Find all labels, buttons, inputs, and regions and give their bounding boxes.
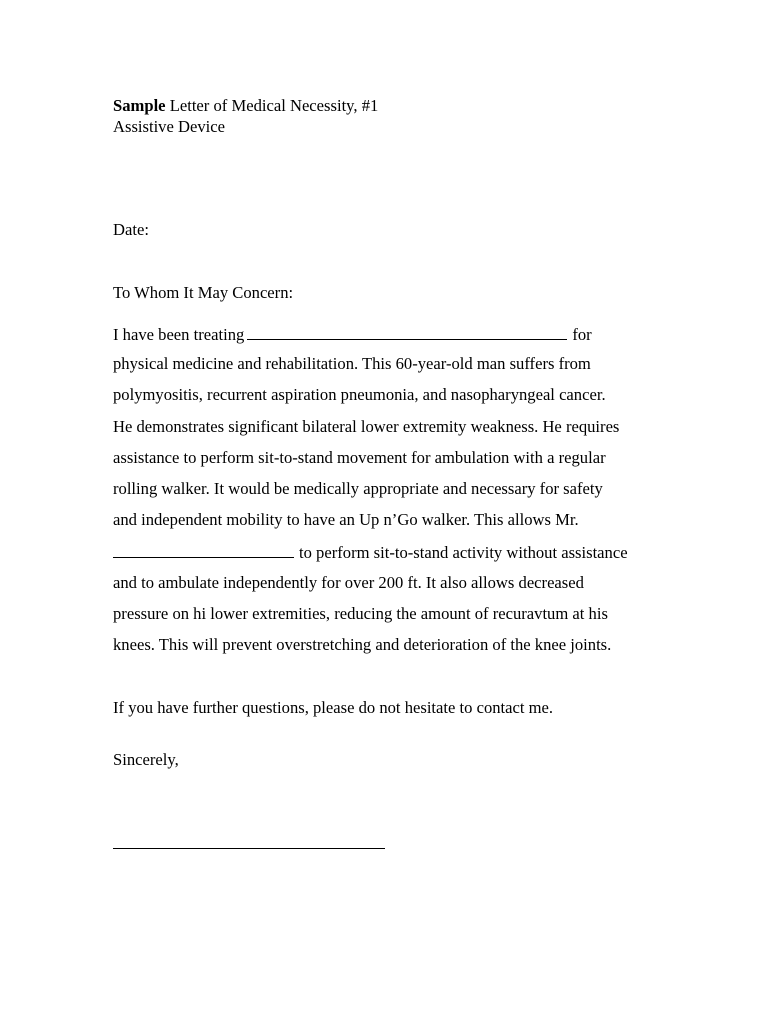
body-paragraph [113, 323, 653, 666]
closing-question: If you have further questions, please do not hesitate to contact me. [113, 698, 554, 717]
salutation: To Whom It May Concern: [113, 283, 294, 302]
body-line [113, 541, 653, 572]
date-label: Date: [113, 220, 149, 239]
letter-heading [113, 95, 378, 137]
body-line-8-end: to perform sit-to-stand activity without assistance [299, 543, 628, 563]
sign-off: Sincerely, [113, 750, 179, 769]
body-line [113, 323, 653, 354]
letter-subtitle: Assistive Device [113, 117, 225, 136]
letter-title [113, 95, 378, 116]
body-line-1-end: for [572, 325, 592, 344]
body-line: physical medicine and rehabilitation. This 60-year-old man suffers from [113, 354, 591, 374]
body-line: rolling walker. It would be medically appropriate and necessary for safety [113, 478, 603, 498]
body-line: pressure on hi lower extremities, reducing the amount of recuravtum at his [113, 603, 608, 623]
title-bold-word: Sample [113, 96, 166, 115]
body-line: knees. This will prevent overstretching and deterioration of the knee joints. [113, 634, 612, 654]
patient-name-blank [247, 323, 567, 340]
body-line-1-start: I have been treating [113, 325, 245, 344]
body-line: and independent mobility to have an Up n’Go walker. This allows Mr. [113, 510, 579, 530]
signature-line [113, 848, 385, 849]
body-line: and to ambulate independently for over 200 ft. It also allows decreased [113, 572, 584, 592]
body-line: assistance to perform sit-to-stand movement for ambulation with a regular [113, 447, 606, 467]
title-rest: Letter of Medical Necessity, #1 [165, 96, 379, 115]
body-line: polymyositis, recurrent aspiration pneumonia, and nasopharyngeal cancer. [113, 385, 606, 405]
letter-page [113, 0, 673, 1024]
patient-surname-blank [113, 541, 294, 558]
body-line: He demonstrates significant bilateral lower extremity weakness. He requires [113, 416, 620, 436]
